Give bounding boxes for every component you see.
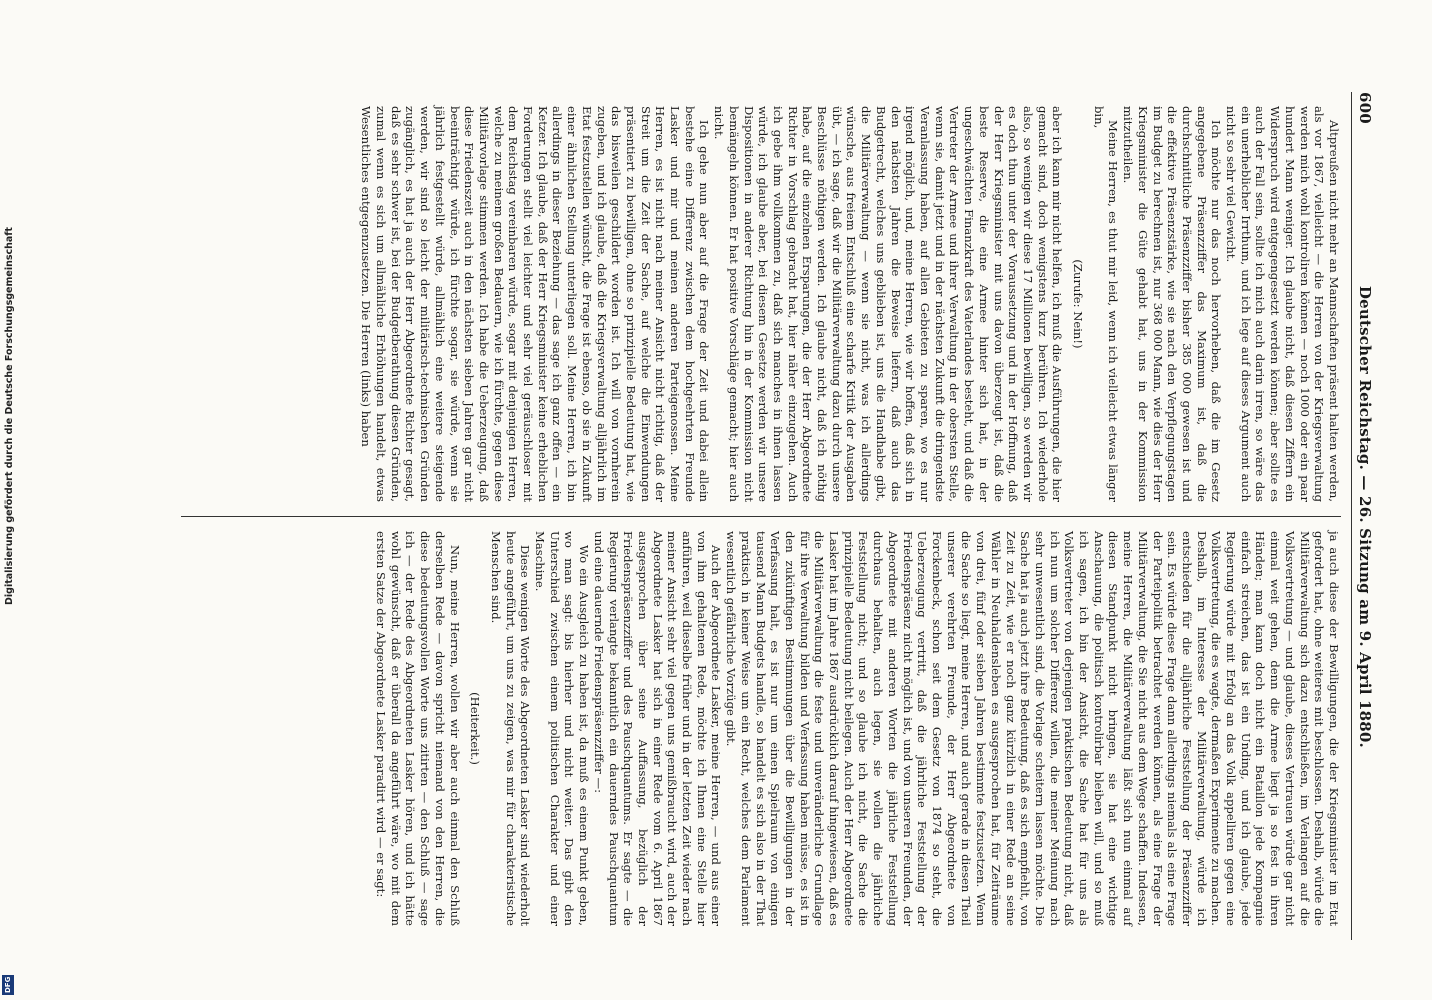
left-column <box>181 92 1341 516</box>
running-title: Deutscher Reichstag. — 26. Sitzung am 9. April 1880. <box>1356 285 1374 748</box>
paragraph: Nun, meine Herren, wollen wir aber auch einmal den Schluß derselben Rede — davon spricht niemand von den Herren, die diese bedeutungsvollen Worte uns zitirten — den Schluß — sage ich — der Rede des Abgeordneten Lasker hören, und ich hätte wohl gewünscht, daß er überall da angeführt wäre, wo mit dem ersten Satze der Abgeordnete Lasker paradirt wird — er sagt: <box>374 531 462 926</box>
paragraph: Diese wenigen Worte des Abgeordneten Lasker sind wiederholt heute angeführt, um uns zu zeigen, was mir für charakteristische Menschen sind. <box>488 531 533 926</box>
interjection: (Zurufe: Nein!) <box>1071 259 1086 349</box>
paragraph: Ich möchte nur das noch hervorheben, daß die im Gesetz angegebene Präsenzziffer das Maximum ist, daß die durchschnittliche Präsenzziffer bisher 385 000 gewesen ist und die effektive Präsenzstärke, wie sie nach den Verpflegungstagen im Budget zu berechnen ist, nur 368 000 Mann, wie dies der Herr Kriegsminister die Güte gehabt hat, uns in der Kommission mitzutheilen. <box>1121 106 1224 502</box>
digitization-note: Digitalisierung gefördert durch die Deutsche Forschungsgemeinschaft <box>4 227 15 605</box>
quotation: Wo ein Ausgleich zu haben ist, da muß es einem Punkt geben, wo man sagt: bis hierher und nicht weiter. Das gibt den Unterschied zwischen einem politischen Charakter und einer Maschine. <box>533 531 592 926</box>
right-column <box>181 516 1341 940</box>
dfg-logo: DFG <box>4 976 12 994</box>
paragraph: ja auch diese der Bewilligungen, die der Kriegsminister im Etat gefordert hat, ohne weiteres mit beschlossen. Deshalb, würde die Militärverwaltung sich dazu entschließen, im Verlangen auf die Volksvertretung — und glaube, dieses Vertrauen würde gar nicht einmal weit gehen, denn die Armee liegt ja so fest in ihren Händen; man kann doch nicht ein Bataillon jede Kompagnie einfach streichen, das ist ein Unding, und ich glaube, jede Regierung würde mit Erfolg an das Volk appelliren gegen eine Volksvertretung, die es wagte, dermaßen Experimente zu machen. Deshalb, im Interesse der Militärverwaltung, würde ich entschieden für die alljährliche Feststellung der Präsenzziffer sein. Es würde diese Frage dann allerdings niemals als eine Frage der Parteipolitik betrachtet werden können, als eine Frage der Militärverwaltung, die Sie nicht aus dem Wege schaffen. Indessen, meine Herren, die Militärverwaltung läßt sich nun einmal auf diesen Standpunkt nicht bringen, sie hat eine wichtige Anschauung, die politisch kontrolirbar bleiben will, und so muß ich sagen, ich bin der Ansicht, die Sache hat für uns als Volksvertreter von derjenigen praktischen Bedeutung nicht, daß ich nun um solcher Differenz willen, die meiner Meinung nach sehr unwesentlich sind, die Vorlage scheitern lassen möchte. Die Sache hat ja auch jetzt ihre Bedeutung, daß es sich empfiehlt, von Zeit zu Zeit, wie er noch ganz kürzlich in einer Rede an seine Wähler in Neuhaldensleben es ausgesprochen hat, für Zeiträume von drei, fünf oder sieben Jahren bestimmte festzusetzen. Wenn die Sache so liegt, meine Herren, und auch gerade in diesen Theil unserer verehrten Freunde, der Herr Abgeordnete von Forckenbeck, schon seit dem Gesetz von 1874 so steht, die Ueberzeugung vertritt, daß die jährliche Feststellung der Friedenspräsenz nicht möglich ist, und von unseren Freunden, der Abgeordnete mit anderen Worten die jährliche Feststellung durchaus behalten, auch legen, sie wollen die jährliche Feststellung nicht; und so glaube ich nicht, die Sache die prinzipielle Bedeutung nicht beilegen. Auch der Herr Abgeordnete Lasker hat im Jahre 1867 ausdrücklich darauf hingewiesen, daß es die Militärverwaltung die feste und unveränderliche Grundlage für ihre Verwaltung bilden und Verfassung haben müsse, es ist in den zukünftigen Bestimmungen über die Bewilligungen in der Verfassung halt, es ist nur um einen Spielraum von einigen tausend Mann Budgets handle, so handelt es sich also in der That praktisch in keiner Weise um ein Recht, welches dem Parlament wesentlich gefährliche Vorzüge gibt. <box>724 531 1341 926</box>
page-number: 600 <box>1356 92 1374 124</box>
two-column-body <box>181 92 1341 940</box>
interjection: (Heiterkeit.) <box>468 692 483 765</box>
paragraph: Auch der Abgeordnete Lasker, meine Herren, — und aus einer von ihm gehaltenen Rede, möchte ich Ihnen eine Stelle hier anführen, weil dieselbe früher und in der letzten Zeit wieder nach meiner Ansicht sehr viel gegen uns gemißbraucht wird, auch der Abgeordnete Lasker hat sich in einer Rede vom 6. April 1867 ausgesprochen über seine Auffassung, bezüglich der Friedenspräsenzziffer und des Pauschquantums. Er sagte — die Regierung verlangte bekanntlich ein dauerndes Pauschquantum und eine dauernde Friedenspräsenzziffer —: <box>591 531 724 926</box>
paragraph: Altpreußen nicht mehr an Mannschaften präsent halten werden, als vor 1867, vielleicht — die Herren von der Kriegsverwaltung werden mich wohl kontroliren können — noch 1000 oder ein paar hundert Mann weniger. Ich glaube nicht, daß diesen Ziffern ein Widerspruch wird entgegengesetzt werden können; aber sollte es auch der Fall sein, sollte ich mich auch darin irren, so wäre das ein unerheblicher Irrthum, und ich lege auf dieses Argument auch nicht so sehr viel Gewicht. <box>1224 106 1341 502</box>
page-header <box>1351 92 1374 940</box>
paragraph: Meine Herren, es thut mir leid, wenn ich vielleicht etwas länger bin, <box>1091 106 1121 502</box>
paragraph: aber ich kann mir nicht helfen, ich muß die Ausführungen, die hier gemacht sind, doch wenigstens kurz berühren. Ich wiederhole also, so wenigen wir diese 17 Millionen bewilligen, so werden wir es doch thun unter der Voraussetzung und in der Hoffnung, daß der Herr Kriegsminister mit uns davon überzeugt ist, daß die beste Reserve, die eine Armee hinter sich hat, in der ungeschwächten Finanzkraft des Vaterlandes besteht, und daß die Vertreter der Armee und ihrer Verwaltung in der obersten Stelle, wenn sie, damit jetzt und in der nächsten Zukunft die dringendste Veranlassung haben, auf allen Gebieten zu sparen, wo es nur irgend möglich, und, meine Herren, wie wir hoffen, daß sich in den nächsten Jahren die Beweise liefern, daß auch das Budgetrecht, welches uns geblieben ist, uns die Handhabe gibt, die Militärverwaltung — wenn sie nicht, was ich allerdings wünsche, aus freiem Entschluß eine scharfe Kritik der Ausgaben übt, — ich sage, daß wir die Militärverwaltung dazu durch unsere Beschlüsse nöthigen werden. Ich glaube nicht, daß ich nöthig habe, auf die einzelnen Ersparungen, die der Herr Abgeordnete Richter in Vorschlag gebracht hat, hier näher einzugehen. Auch ich gebe ihm vollkommen zu, daß sich manches in ihnen lassen würde, ich glaube aber, bei diesem Gesetze werden wir unsere Dispositionen in anderer Richtung hin in der Kommission nicht bemängeln können. Er hat positive Vorschläge gemacht; hier auch nicht. <box>712 106 1065 502</box>
paragraph: Ich gehe nun aber auf die Frage der Zeit und dabei allein bestehe eine Differenz zwischen dem hochgeehrten Freunde Lasker und mir und meinen anderen Parteigenossen. Meine Herren, es ist nicht nach meiner Ansicht nicht richtig, daß der Streit um die Zeit der Sache, auf welche die Einwendungen präsentiert zu bewilligen, ohne so prinzipielle Bedeutung hat, wie das bisweilen geschildert worden ist. Ich will von vornherein zugeben, und ich glaube, daß die Kriegsverwaltung alljährlich im Etat festzustellen wünscht, die Frage ist ebenso, ob sie in Zukunft einer ähnlichen Stellung unterliegen soll. Meine Herren, ich bin allerdings in dieser Beziehung — das sage ich ganz offen — ein Ketzer. Ich glaube, daß der Herr Kriegsminister keine erheblichen Forderungen stellt viel leichter und sehr viel geräuschloser mit dem Reichstag vereinbaren würde, sogar mit denjenigen Herren, welche zu meinem großen Bedauern, wie ich fürchte, gegen diese Militärvorlage stimmen werden. Ich habe die Ueberzeugung, daß diese Friedenszeit auch in den nächsten sieben Jahren gar nicht beeinträchtigt würde, ich fürchte sogar, sie würde, wenn sie jährlich festgestellt würde, allmählich eine weitere steigende werden, wir sind so leicht der militärisch-technischen Gründen zugänglich, es hat ja auch der Herr Abgeordnete Richter gesagt, daß es sehr schwer ist, bei der Budgetberathung diesen Gründen, zumal wenn es sich um allmähliche Erhöhungen handelt, etwas Wesentliches entgegenzusetzen. Die Herren (links) haben <box>359 106 712 502</box>
